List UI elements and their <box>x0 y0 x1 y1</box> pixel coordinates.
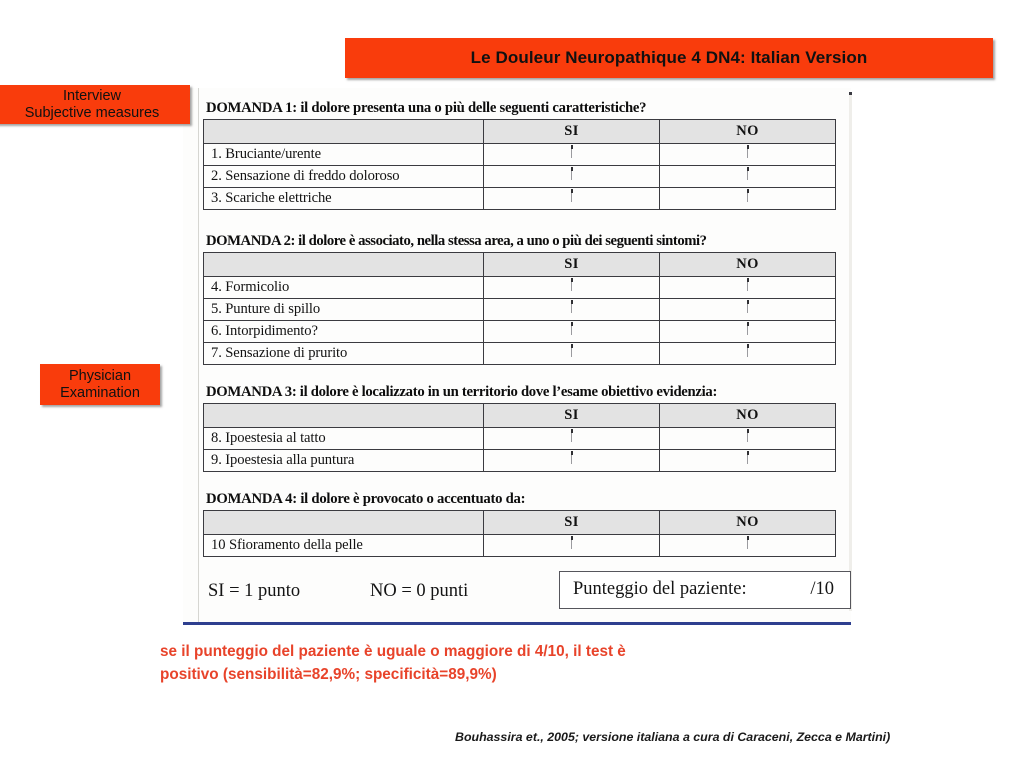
checkbox-si[interactable] <box>484 299 660 321</box>
question-block-1 <box>203 100 837 210</box>
document-left-rule <box>198 88 199 622</box>
title-banner-text: Le Douleur Neuropathique 4 DN4: Italian Version <box>470 48 868 67</box>
column-header-si: SI <box>484 253 660 277</box>
symptom-label: 3. Scariche elettriche <box>204 188 484 210</box>
patient-score-label: Punteggio del paziente: <box>573 579 747 599</box>
symptom-label: 4. Formicolio <box>204 277 484 299</box>
checkbox-no[interactable] <box>660 450 836 472</box>
checkbox-si[interactable] <box>484 450 660 472</box>
scoring-legend <box>203 571 837 617</box>
score-no-legend: NO = 0 punti <box>370 581 469 601</box>
citation-text: Bouhassira et., 2005; versione italiana a cura di Caraceni, Zecca e Martini) <box>455 730 891 744</box>
interpretation-note-line2: positivo (sensibilità=82,9%; specificità=89,9%) <box>160 666 497 683</box>
table-header-row <box>204 404 836 428</box>
symptom-label: 1. Bruciante/urente <box>204 144 484 166</box>
checkbox-no[interactable] <box>660 166 836 188</box>
checkbox-no[interactable] <box>660 188 836 210</box>
checkbox-no[interactable] <box>660 277 836 299</box>
column-header-no: NO <box>660 253 836 277</box>
checkbox-si[interactable] <box>484 343 660 365</box>
checkbox-no[interactable] <box>660 428 836 450</box>
column-header-item <box>204 511 484 535</box>
question-2-title: DOMANDA 2: il dolore è associato, nella stessa area, a uno o più dei seguenti sintomi? <box>206 233 707 249</box>
checkbox-no[interactable] <box>660 535 836 557</box>
question-3-table <box>203 403 836 472</box>
symptom-label: 7. Sensazione di prurito <box>204 343 484 365</box>
table-row <box>204 343 836 365</box>
table-row <box>204 188 836 210</box>
table-row <box>204 450 836 472</box>
column-header-si: SI <box>484 404 660 428</box>
question-4-table <box>203 510 836 557</box>
question-3-title: DOMANDA 3: il dolore è localizzato in un territorio dove l’esame obiettivo evidenzia: <box>206 384 718 400</box>
interpretation-note-line1: se il punteggio del paziente è uguale o maggiore di 4/10, il test è <box>160 643 626 660</box>
symptom-label: 6. Intorpidimento? <box>204 321 484 343</box>
table-header-row <box>204 253 836 277</box>
checkbox-si[interactable] <box>484 166 660 188</box>
checkbox-si[interactable] <box>484 321 660 343</box>
title-banner <box>345 38 993 78</box>
document-right-rule <box>849 92 852 611</box>
table-row <box>204 144 836 166</box>
checkbox-si[interactable] <box>484 428 660 450</box>
interview-section-label <box>0 85 190 124</box>
document-content <box>203 92 839 617</box>
checkbox-si[interactable] <box>484 535 660 557</box>
column-header-item <box>204 253 484 277</box>
symptom-label: 8. Ipoestesia al tatto <box>204 428 484 450</box>
table-row <box>204 277 836 299</box>
question-1-table <box>203 119 836 210</box>
column-header-si: SI <box>484 511 660 535</box>
column-header-no: NO <box>660 511 836 535</box>
symptom-label: 2. Sensazione di freddo doloroso <box>204 166 484 188</box>
checkbox-no[interactable] <box>660 321 836 343</box>
question-block-2 <box>203 233 837 365</box>
physician-section-label <box>40 364 160 405</box>
question-block-3 <box>203 384 837 472</box>
column-header-si: SI <box>484 120 660 144</box>
symptom-label: 10 Sfioramento della pelle <box>204 535 484 557</box>
question-4-title: DOMANDA 4: il dolore è provocato o accentuato da: <box>206 491 526 507</box>
question-block-4 <box>203 491 837 557</box>
table-row <box>204 321 836 343</box>
score-si-legend: SI = 1 punto <box>208 581 301 601</box>
interview-label-line1: Interview <box>62 87 122 104</box>
interpretation-note <box>160 640 860 686</box>
checkbox-no[interactable] <box>660 299 836 321</box>
table-row <box>204 428 836 450</box>
question-1-title: DOMANDA 1: il dolore presenta una o più delle seguenti caratteristiche? <box>206 100 647 116</box>
checkbox-si[interactable] <box>484 277 660 299</box>
patient-score-value: /10 <box>810 579 834 599</box>
dn4-questionnaire-document <box>183 88 851 625</box>
physician-label-line2: Examination <box>60 384 140 401</box>
physician-label-line1: Physician <box>68 367 132 384</box>
patient-score-box[interactable] <box>559 571 851 609</box>
interview-label-line2: Subjective measures <box>24 104 160 121</box>
column-header-no: NO <box>660 404 836 428</box>
symptom-label: 9. Ipoestesia alla puntura <box>204 450 484 472</box>
checkbox-no[interactable] <box>660 343 836 365</box>
table-header-row <box>204 511 836 535</box>
table-row <box>204 535 836 557</box>
column-header-no: NO <box>660 120 836 144</box>
symptom-label: 5. Punture di spillo <box>204 299 484 321</box>
checkbox-no[interactable] <box>660 144 836 166</box>
column-header-item <box>204 404 484 428</box>
table-row <box>204 166 836 188</box>
checkbox-si[interactable] <box>484 144 660 166</box>
question-2-table <box>203 252 836 365</box>
column-header-item <box>204 120 484 144</box>
checkbox-si[interactable] <box>484 188 660 210</box>
table-row <box>204 299 836 321</box>
table-header-row <box>204 120 836 144</box>
